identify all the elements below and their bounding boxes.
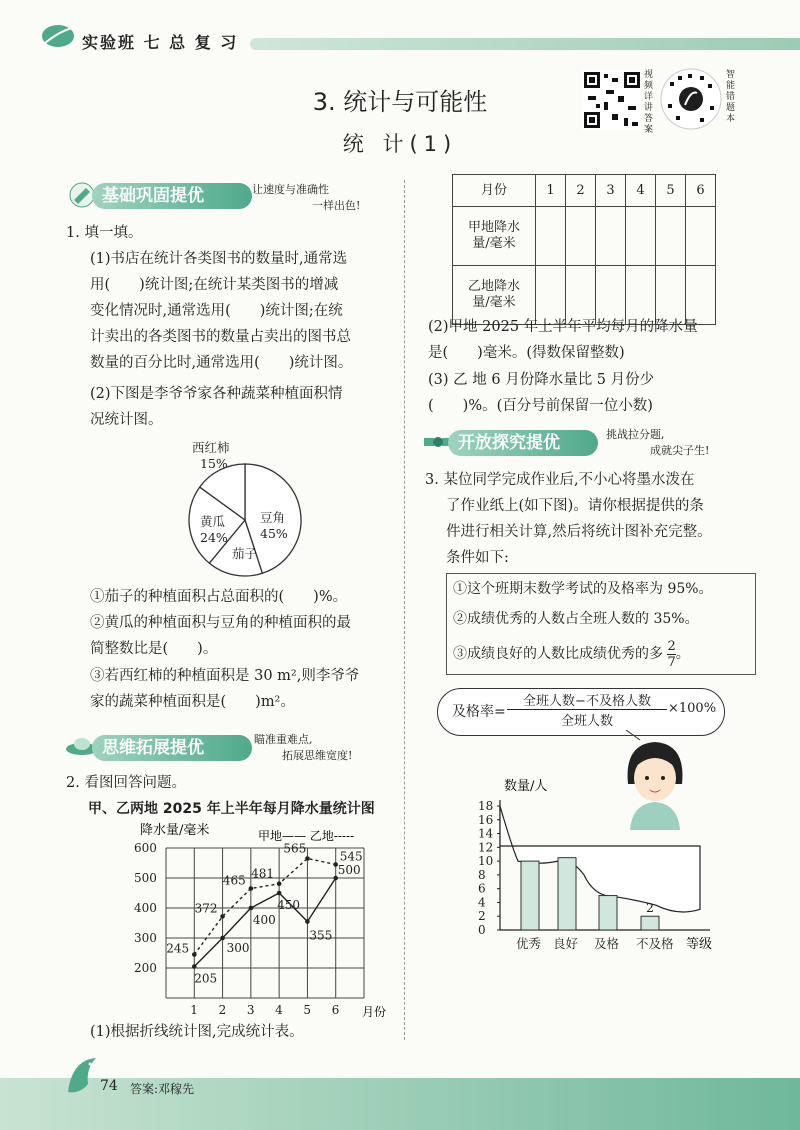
- y-tick-label: 0: [478, 923, 486, 937]
- section-basic-banner: 基础巩固提优: [92, 183, 252, 209]
- y-tick-label: 18: [478, 799, 494, 813]
- condition-3: ③成绩良好的人数比成绩优秀的多 $\frac{2}{7}$ 。: [453, 638, 690, 670]
- condition-2: ②成绩优秀的人数占全班人数的 35%。: [453, 611, 699, 627]
- line-chart-ylabel: 降水量/毫米: [140, 823, 210, 838]
- q1-p1-line2: 用( )统计图;在统计某类图书的增减: [90, 277, 339, 293]
- q1-s1: ①茄子的种植面积占总面积的( )%。: [90, 589, 348, 605]
- q1-p2-line1: (2)下图是李爷爷家各种蔬菜种植面积情: [90, 386, 343, 402]
- table-month-6: 6: [686, 175, 716, 207]
- data-label: 355: [309, 928, 333, 943]
- q2-sub2-line1: (2)甲地 2025 年上半年平均每月的降水量: [428, 319, 698, 335]
- bar-chart-xlabel: 等级: [686, 937, 713, 952]
- data-label: 565: [283, 841, 307, 856]
- data-point: [192, 964, 197, 969]
- pie-label: 茄子: [232, 546, 258, 561]
- x-tick-label: 3: [246, 1003, 255, 1017]
- y-tick-label: 4: [478, 895, 486, 910]
- table-month-1: 1: [536, 175, 566, 207]
- formula-right: ×100%: [668, 701, 717, 716]
- y-tick-label: 400: [134, 901, 157, 915]
- q2-sub2-line2: 是( )毫米。(得数保留整数): [428, 345, 625, 361]
- section-basic-note1: 让速度与准确性: [252, 183, 329, 196]
- bar: [641, 916, 659, 930]
- data-point: [277, 881, 282, 886]
- q1-s3-line2: 家的蔬菜种植面积是( )m²。: [90, 694, 295, 710]
- table-cell[interactable]: [686, 207, 716, 266]
- pie-pct-label: 24%: [200, 530, 228, 545]
- x-tick-label: 不及格: [636, 936, 674, 951]
- formula-left: 及格率=: [452, 704, 506, 720]
- table-month-2: 2: [566, 175, 596, 207]
- y-tick-label: 200: [134, 961, 157, 975]
- pie-pct-label: 15%: [200, 456, 228, 471]
- page-number: 74: [100, 1078, 118, 1094]
- formula-denominator: 全班人数: [560, 714, 613, 729]
- pie-label: 豆角: [260, 510, 286, 525]
- data-label: 300: [226, 941, 250, 955]
- pie-chart: [170, 430, 320, 580]
- table-row: [453, 175, 716, 207]
- data-label: 500: [337, 863, 361, 877]
- q1-p1-line3: 变化情况时,通常选用( )统计图;在统: [90, 303, 343, 319]
- q3-line4: 条件如下:: [446, 550, 509, 566]
- book-title: 实验班 七 总 复 习: [82, 33, 239, 52]
- section-basic-note2: 一样出色!: [312, 199, 361, 212]
- y-tick-label: 14: [478, 826, 494, 841]
- data-point: [305, 856, 310, 861]
- table-cell[interactable]: [536, 207, 566, 266]
- data-label: 400: [252, 913, 276, 927]
- qr-label-answers: 视频详讲答案: [644, 70, 654, 135]
- data-label: 2: [646, 900, 654, 916]
- bar: [599, 896, 617, 930]
- section-open-note1: 挑战拉分题,: [606, 428, 665, 441]
- chapter-title: 3. 统计与可能性: [312, 88, 488, 116]
- table-row-yi-header: 乙地降水 量/毫米: [453, 266, 536, 325]
- x-tick-label: 优秀: [516, 936, 542, 951]
- condition-1: ①这个班期末数学考试的及格率为 95%。: [453, 581, 713, 597]
- data-point: [220, 936, 225, 941]
- bar-chart: [460, 776, 730, 956]
- table-header-month: 月份: [453, 175, 536, 207]
- q1-p1-line4: 计卖出的各类图书的数量占卖出的图书总: [90, 329, 351, 345]
- bar-chart-ylabel: 数量/人: [504, 779, 548, 794]
- q1-p1-line5: 数量的百分比时,通常选用( )统计图。: [90, 355, 353, 371]
- section-open-note2: 成就尖子生!: [650, 444, 710, 457]
- pie-label: 西红柿: [192, 440, 230, 455]
- y-tick-label: 10: [478, 854, 494, 869]
- pie-label: 黄瓜: [200, 514, 226, 529]
- table-cell[interactable]: [656, 207, 686, 266]
- pie-pct-label: 45%: [260, 526, 288, 541]
- q3-line3: 件进行相关计算,然后将统计图补充完整。: [446, 524, 712, 540]
- q1-s2-line2: 简整数比是( )。: [90, 641, 218, 657]
- q3-line2: 了作业纸上(如下图)。请你根据提供的条: [446, 498, 704, 514]
- y-tick-label: 500: [134, 871, 157, 885]
- x-tick-label: 5: [303, 1003, 312, 1017]
- q2-sub1: (1)根据折线统计图,完成统计表。: [90, 1024, 304, 1040]
- q2-head: 2. 看图回答问题。: [66, 775, 186, 791]
- qr-label-mistakes: 智能错题本: [726, 70, 736, 124]
- q1-p1-line1: (1)书店在统计各类图书的数量时,通常选: [90, 251, 348, 267]
- y-tick-label: 12: [478, 840, 494, 855]
- x-tick-label: 2: [218, 1003, 227, 1017]
- data-point: [192, 952, 197, 957]
- y-tick-label: 300: [134, 931, 157, 945]
- data-point: [305, 919, 310, 924]
- x-tick-label: 及格: [594, 936, 620, 951]
- q2-sub3-line1: (3) 乙 地 6 月份降水量比 5 月份少: [428, 372, 655, 388]
- answer-hint: 答案:邓稼先: [130, 1082, 195, 1096]
- data-point: [249, 906, 254, 911]
- leaf-logo-icon: [40, 22, 76, 50]
- section-open-banner: 开放探究提优: [448, 430, 598, 456]
- data-label: 205: [194, 971, 218, 986]
- condition-box: [446, 573, 756, 675]
- qr-code-mistakes-icon[interactable]: [660, 68, 722, 130]
- table-row: [453, 207, 716, 266]
- qr-code-answers-icon[interactable]: [582, 70, 642, 130]
- x-tick-label: 良好: [553, 936, 579, 951]
- data-label: 450: [277, 898, 301, 912]
- q3-line1: 3. 某位同学完成作业后,不小心将墨水泼在: [425, 472, 695, 488]
- data-label: 372: [194, 901, 218, 916]
- section-extend-note1: 瞄准重难点,: [254, 733, 313, 746]
- data-label: 481: [251, 866, 275, 881]
- line-chart-xunit: 月份: [362, 1005, 387, 1018]
- header-band: [250, 38, 800, 50]
- table-month-5: 5: [656, 175, 686, 207]
- x-tick-label: 6: [331, 1003, 340, 1017]
- data-label: 545: [339, 849, 363, 864]
- table-cell[interactable]: [626, 207, 656, 266]
- data-point: [249, 886, 254, 891]
- rainfall-table: [452, 174, 716, 325]
- section-extend-note2: 拓展思维宽度!: [282, 749, 353, 762]
- data-label: 245: [166, 941, 190, 956]
- formula-numerator: 全班人数−不及格人数: [507, 690, 667, 710]
- y-tick-label: 6: [478, 881, 486, 896]
- line-chart: [130, 818, 400, 1018]
- table-cell[interactable]: [566, 207, 596, 266]
- y-tick-label: 16: [478, 812, 494, 827]
- footer-band: [0, 1078, 800, 1130]
- table-cell[interactable]: [596, 207, 626, 266]
- q1-s3-line1: ③若西红柿的种植面积是 30 m²,则李爷爷: [90, 668, 360, 684]
- q2-sub3-line2: ( )%。(百分号前保留一位小数): [428, 398, 653, 414]
- line-chart-title: 甲、乙两地 2025 年上半年每月降水量统计图: [88, 801, 375, 817]
- data-label: 465: [222, 873, 246, 888]
- data-point: [220, 914, 225, 919]
- data-point: [277, 891, 282, 896]
- section-extend-banner: 思维拓展提优: [92, 735, 252, 761]
- column-divider: [404, 180, 405, 1040]
- q1-s2-line1: ②黄瓜的种植面积与豆角的种植面积的最: [90, 615, 351, 631]
- y-tick-label: 2: [478, 909, 486, 924]
- q1-head: 1. 填一填。: [66, 225, 143, 241]
- bar: [558, 858, 576, 930]
- table-month-3: 3: [596, 175, 626, 207]
- q1-p2-line2: 况统计图。: [90, 412, 163, 428]
- y-tick-label: 600: [134, 841, 157, 855]
- table-row-jia-header: 甲地降水 量/毫米: [453, 207, 536, 266]
- x-tick-label: 1: [190, 1003, 198, 1017]
- table-month-4: 4: [626, 175, 656, 207]
- lesson-title: 统 计(1): [342, 132, 458, 156]
- bar: [521, 861, 539, 930]
- line-chart-legend: 甲地—— 乙地-----: [258, 829, 355, 843]
- x-tick-label: 4: [275, 1003, 283, 1017]
- y-tick-label: 8: [478, 867, 486, 882]
